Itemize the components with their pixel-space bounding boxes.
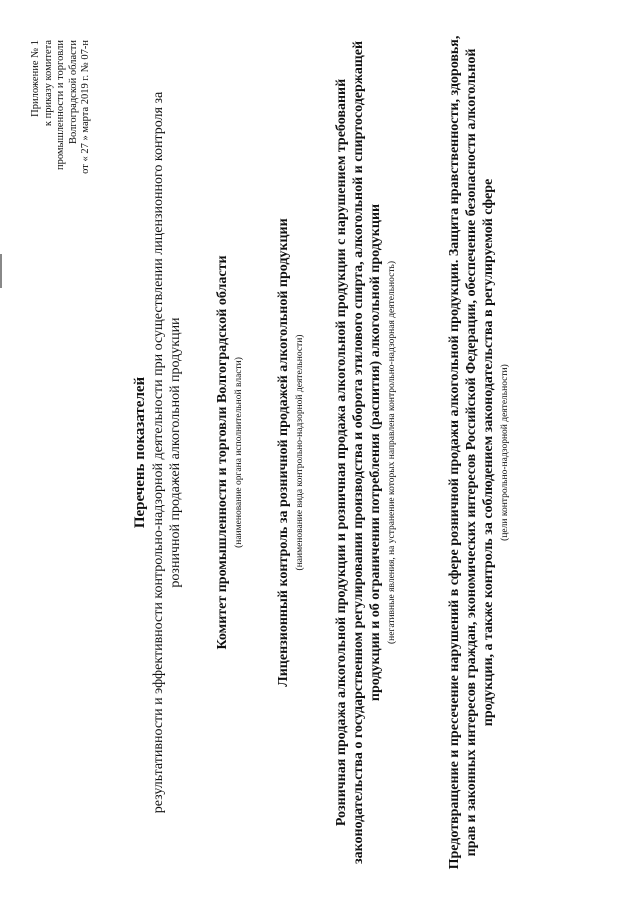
negative-phenomena-text: Розничная продажа алкогольной продукции и розничная продажа алкогольной продукции с нарушением требований законодательства о государственном регулировании производства и оборота этилового спирта, алкогольной и спиртосодержащей продукции и об ограничении потребления (распития) алкогольной продукции <box>334 40 383 865</box>
attachment-line: Приложение № 1 <box>30 40 41 117</box>
control-type-name: Лицензионный контроль за розничной продажей алкогольной продукции <box>276 218 291 687</box>
negative-phenomena-section <box>333 30 398 875</box>
attachment-line: от « 27 » марта 2019 г. № 07-н <box>80 40 91 174</box>
goals-caption: (цели контрольно-надзорной деятельности) <box>500 364 510 541</box>
attachment-header <box>30 40 93 174</box>
document-title: Перечень показателей <box>132 376 148 529</box>
organ-caption: (наименование органа исполнительной власти) <box>234 357 244 548</box>
control-type-caption: (наименование вида контрольно-надзорной деятельности) <box>295 334 305 571</box>
control-type-section <box>275 30 306 875</box>
document-subtitle: результативности и эффективности контрольно-надзорной деятельности при осуществлении лицензионного контроля за розничной продажей алкогольной продукции <box>151 91 183 814</box>
attachment-line: Волгоградской области <box>67 40 79 145</box>
organ-section <box>214 30 245 875</box>
negative-phenomena-caption: (негативные явления, на устранение которых направлена контрольно-надзорная деятельность) <box>387 261 397 645</box>
goals-text: Предотвращение и пресечение нарушений в сфере розничной продажи алкогольной продукции. Защита нравственности, здоровья, прав и законных интересов граждан, экономических интересов Российской Федерации, обеспечение безопасности алкогольной продукции, а также контроль за соблюдением законодательства в регулируемой сфере <box>447 35 496 870</box>
organ-name: Комитет промышленности и торговли Волгоградской области <box>215 255 230 650</box>
attachment-line: к приказу комитета <box>42 40 54 127</box>
attachment-line: промышленности и торговли <box>55 40 66 171</box>
goals-section <box>446 30 511 875</box>
